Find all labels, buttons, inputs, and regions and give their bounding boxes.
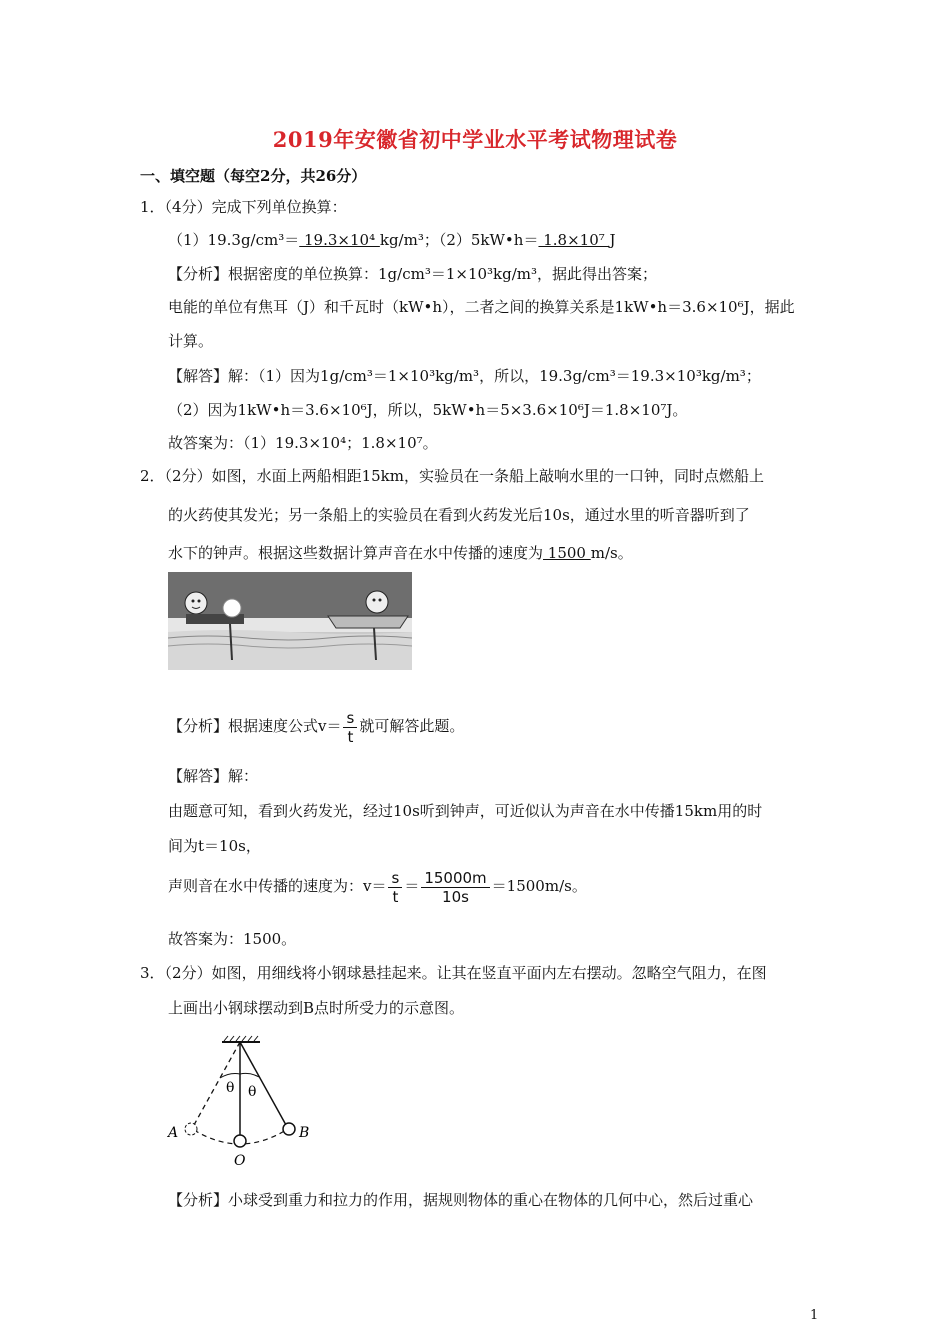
speed-fraction-1 xyxy=(388,869,402,906)
angle-arc-right xyxy=(240,1073,259,1077)
q2-answer: 故答案为：1500。 xyxy=(168,930,297,948)
fraction-numerator: s xyxy=(388,869,402,888)
q1-answer: 故答案为：（1）19.3×10⁴；1.8×10⁷。 xyxy=(168,434,438,452)
q2-analysis-pre: 【分析】根据速度公式v＝ xyxy=(168,717,342,735)
q1-blank-1: 19.3×10⁴ xyxy=(299,231,380,249)
string-to-b xyxy=(240,1042,286,1125)
q2-stem-2: 的火药使其发光；另一条船上的实验员在看到火药发光后10s，通过水里的听音器听到了 xyxy=(168,506,750,524)
q2-stem-3-pre: 水下的钟声。根据这些数据计算声音在水中传播的速度为 xyxy=(168,544,544,562)
q3-stem-2: 上画出小钢球摆动到B点时所受力的示意图。 xyxy=(168,999,465,1017)
label-o: O xyxy=(234,1153,246,1169)
q2-analysis-post: 就可解答此题。 xyxy=(359,717,465,735)
ceiling-hatch xyxy=(224,1036,258,1041)
fraction-numerator: 15000m xyxy=(421,869,489,888)
q2-solution-2: 间为t＝10s， xyxy=(168,837,261,855)
q2-speed-post: ＝1500m/s。 xyxy=(491,877,587,895)
q2-speed-calc xyxy=(168,866,587,906)
q1-analysis-1: 【分析】根据密度的单位换算：1g/cm³＝1×10³kg/m³，据此得出答案； xyxy=(168,265,658,283)
q1-stem: 1．（4分）完成下列单位换算： xyxy=(140,198,347,216)
q1-analysis-2: 电能的单位有焦耳（J）和千瓦时（kW•h），二者之间的换算关系是1kW•h＝3.6×10⁶J，据此 xyxy=(168,298,795,316)
page-number: 1 xyxy=(810,1308,819,1323)
q1-solution-2: （2）因为1kW•h＝3.6×10⁶J，所以，5kW•h＝5×3.6×10⁶J＝1.8×10⁷J。 xyxy=(168,401,688,419)
q3-stem-1: 3．（2分）如图，用细线将小钢球悬挂起来。让其在竖直平面内左右摆动。忽略空气阻力，在图 xyxy=(140,964,767,982)
label-a: A xyxy=(168,1125,179,1141)
boats-illustration xyxy=(168,572,412,670)
q2-stem-3-post: m/s。 xyxy=(590,544,633,562)
section-heading: 一、填空题（每空2分，共26分） xyxy=(140,167,367,185)
page-title: 2019年安徽省初中学业水平考试物理试卷 xyxy=(272,127,678,152)
theta-right: θ xyxy=(248,1084,257,1100)
q1-item-pre: （1）19.3g/cm³＝ xyxy=(168,231,300,249)
q2-analysis xyxy=(168,707,464,746)
q2-stem-3 xyxy=(168,543,633,563)
label-b: B xyxy=(299,1125,310,1141)
q2-speed-pre: 声则音在水中传播的速度为：v＝ xyxy=(168,877,387,895)
fraction-denominator: 10s xyxy=(442,887,469,906)
q1-item-mid: kg/m³；（2）5kW•h＝ xyxy=(379,231,539,249)
q2-solution-1: 由题意可知，看到火药发光，经过10s听到钟声，可近似认为声音在水中传播15km用的时 xyxy=(168,802,763,820)
ball-b xyxy=(283,1123,295,1135)
q1-items xyxy=(168,230,616,250)
q1-item-post: J xyxy=(609,231,616,249)
pendulum-diagram xyxy=(160,1030,330,1170)
fraction-numerator: s xyxy=(343,709,357,728)
ball-a xyxy=(185,1123,197,1135)
fraction-denominator: t xyxy=(392,887,399,906)
speed-fraction xyxy=(343,709,357,746)
q2-solution-head: 【解答】解： xyxy=(168,767,259,785)
q1-blank-2: 1.8×10⁷ xyxy=(538,231,610,249)
angle-arc-left xyxy=(220,1074,240,1079)
fraction-denominator: t xyxy=(347,727,354,746)
speed-fraction-2 xyxy=(421,869,489,906)
q1-solution-1: 【解答】解：（1）因为1g/cm³＝1×10³kg/m³，所以，19.3g/cm³＝19.3×10³kg/m³； xyxy=(168,367,761,385)
q3-analysis: 【分析】小球受到重力和拉力的作用，据规则物体的重心在物体的几何中心，然后过重心 xyxy=(168,1191,754,1209)
q2-speed-eq: ＝ xyxy=(404,877,420,895)
theta-left: θ xyxy=(226,1080,235,1096)
q1-analysis-3: 计算。 xyxy=(168,332,214,350)
ball-o xyxy=(234,1135,246,1147)
q2-stem-1: 2．（2分）如图，水面上两船相距15km，实验员在一条船上敲响水里的一口钟，同时点燃船上 xyxy=(140,467,764,485)
q2-blank: 1500 xyxy=(543,544,591,562)
